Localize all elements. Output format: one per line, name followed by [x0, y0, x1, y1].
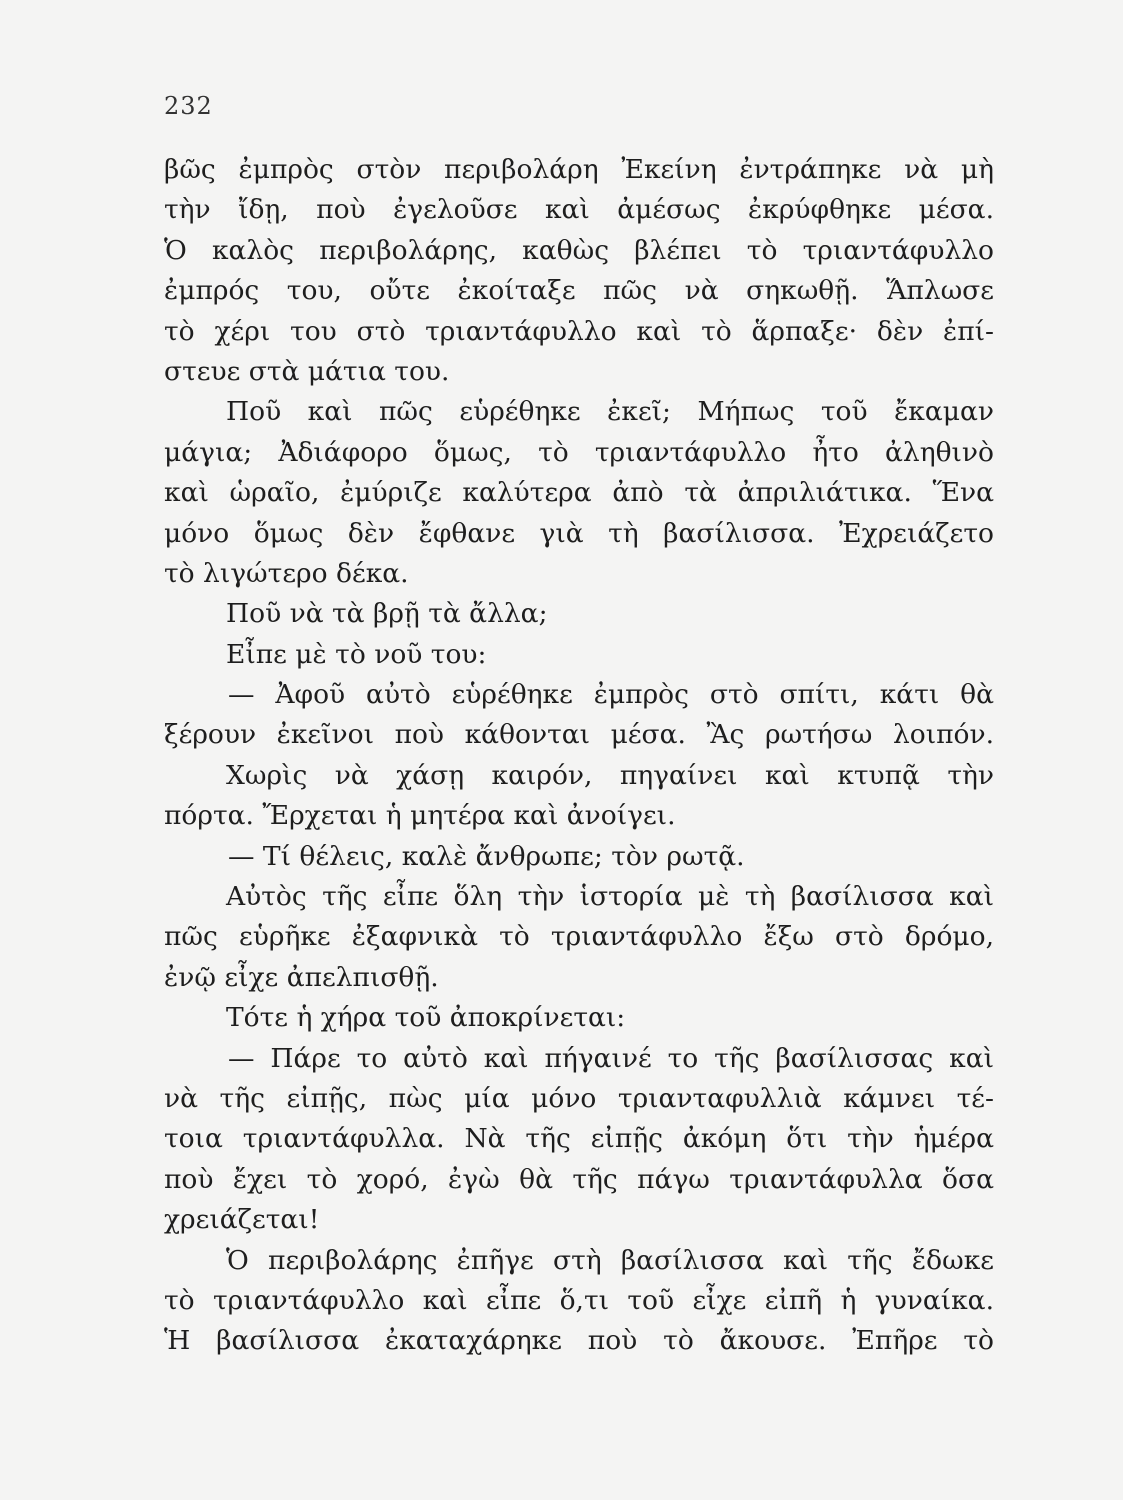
text-line: Αὐτὸς τῆς εἶπε ὅλη τὴν ἱστορία μὲ τὴ βασίλισσα καὶ [226, 881, 994, 913]
text-line: τὸ λιγώτερο δέκα. [164, 557, 409, 589]
text-line: — Ἀφοῦ αὐτὸ εὑρέθηκε ἐμπρὸς στὸ σπίτι, κάτι θὰ [228, 679, 994, 711]
text-line: πῶς εὑρῆκε ἐξαφνικὰ τὸ τριαντάφυλλο ἔξω στὸ δρόμο, [164, 921, 994, 953]
text-line: Εἶπε μὲ τὸ νοῦ του: [226, 638, 487, 670]
text-line: ἐνῷ εἶχε ἀπελπισθῇ. [164, 961, 439, 993]
paragraph [164, 1241, 994, 1362]
text-line: πόρτα. Ἔρχεται ἡ μητέρα καὶ ἀνοίγει. [164, 800, 676, 832]
text-line: τὸ χέρι του στὸ τριαντάφυλλο καὶ τὸ ἅρπαξε· δὲν ἐπί- [164, 315, 994, 347]
paragraph [164, 675, 994, 756]
text-line: στευε στὰ μάτια του. [164, 355, 450, 387]
text-line: μόνο ὅμως δὲν ἔφθανε γιὰ τὴ βασίλισσα. Ἐχρειάζετο [164, 517, 994, 549]
text-line: Ποῦ καὶ πῶς εὑρέθηκε ἐκεῖ; Μήπως τοῦ ἔκαμαν [226, 396, 994, 428]
text-line: χρειάζεται! [164, 1204, 320, 1236]
text-line: Χωρὶς νὰ χάσῃ καιρόν, πηγαίνει καὶ κτυπᾷ τὴν [226, 759, 994, 791]
text-line: τοια τριαντάφυλλα. Νὰ τῆς εἰπῇς ἀκόμη ὅτι τὴν ἡμέρα [164, 1123, 994, 1155]
text-line: — Τί θέλεις, καλὲ ἄνθρωπε; τὸν ρωτᾷ. [228, 840, 745, 872]
text-line: ξέρουν ἐκεῖνοι ποὺ κάθονται μέσα. Ἂς ρωτήσω λοιπόν. [164, 719, 994, 751]
text-line: νὰ τῆς εἰπῇς, πὼς μία μόνο τριανταφυλλιὰ κάμνει τέ- [164, 1082, 994, 1114]
paragraph [164, 635, 994, 675]
text-line: Ἡ βασίλισσα ἐκαταχάρηκε ποὺ τὸ ἄκουσε. Ἐπῆρε τὸ [164, 1325, 994, 1357]
text-line: ἐμπρός του, οὔτε ἐκοίταξε πῶς νὰ σηκωθῇ. Ἅπλωσε [164, 275, 994, 307]
paragraph [164, 756, 994, 837]
paragraph [164, 1039, 994, 1241]
text-line: Ποῦ νὰ τὰ βρῇ τὰ ἄλλα; [226, 598, 548, 630]
paragraph [164, 150, 994, 392]
text-line: βῶς ἐμπρὸς στὸν περιβολάρη Ἐκείνη ἐντράπηκε νὰ μὴ [164, 154, 994, 185]
text-line: μάγια; Ἀδιάφορο ὅμως, τὸ τριαντάφυλλο ἦτο ἀληθινὸ [164, 436, 994, 468]
paragraph [164, 998, 994, 1038]
paragraph [164, 877, 994, 998]
paragraph [164, 392, 994, 594]
body-text [164, 150, 994, 1362]
text-line: καὶ ὡραῖο, ἐμύριζε καλύτερα ἀπὸ τὰ ἀπριλιάτικα. Ἕνα [164, 477, 994, 509]
paragraph [164, 837, 994, 877]
page-number: 232 [164, 92, 213, 120]
text-line: τὸ τριαντάφυλλο καὶ εἶπε ὅ,τι τοῦ εἶχε εἰπῆ ἡ γυναίκα. [164, 1284, 994, 1316]
text-line: ποὺ ἔχει τὸ χορό, ἐγὼ θὰ τῆς πάγω τριαντάφυλλα ὅσα [164, 1163, 994, 1195]
text-line: Ὁ καλὸς περιβολάρης, καθὼς βλέπει τὸ τριαντάφυλλο [164, 234, 994, 266]
text-line: Τότε ἡ χήρα τοῦ ἀποκρίνεται: [226, 1002, 626, 1034]
text-line: Ὁ περιβολάρης ἐπῆγε στὴ βασίλισσα καὶ τῆς ἔδωκε [226, 1244, 994, 1276]
text-line: — Πάρε το αὐτὸ καὶ πήγαινέ το τῆς βασίλισσας καὶ [228, 1042, 994, 1074]
paragraph [164, 594, 994, 634]
text-line: τὴν ἴδῃ, ποὺ ἐγελοῦσε καὶ ἀμέσως ἐκρύφθηκε μέσα. [164, 194, 994, 226]
